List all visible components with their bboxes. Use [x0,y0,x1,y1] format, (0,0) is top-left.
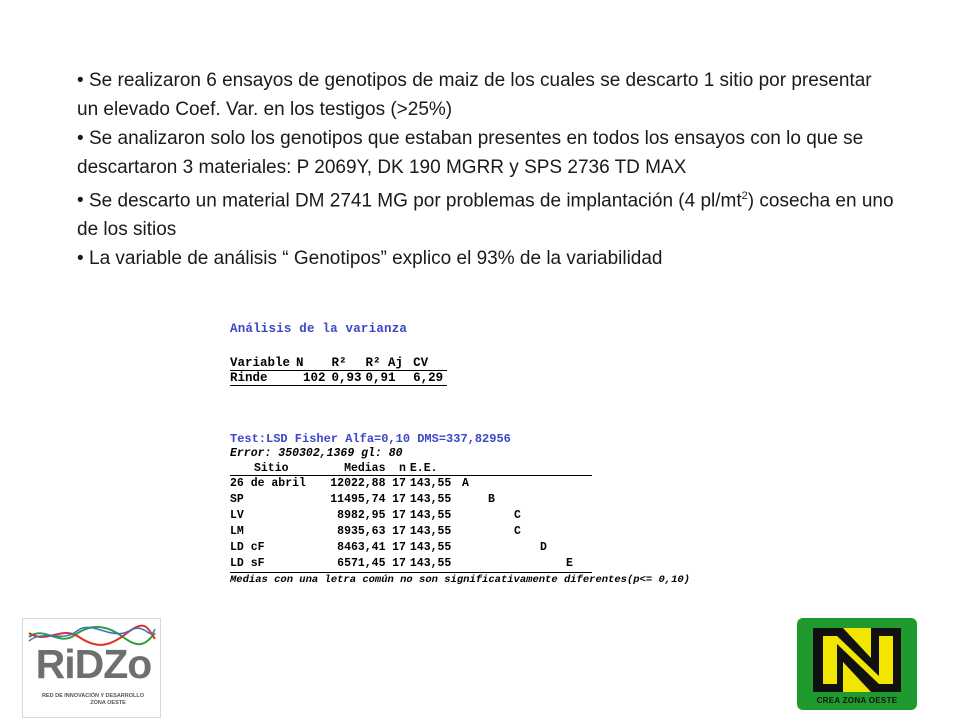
lsd-group [540,524,566,540]
lsd-n: 17 [392,493,406,506]
lsd-group: C [514,509,521,522]
anova-header: N [296,356,332,371]
lsd-group [566,492,592,508]
ridzo-subtitle: RED DE INNOVACIÓN Y DESARROLLO [41,693,145,699]
lsd-n: 17 [389,556,409,573]
superscript: 2 [741,190,748,202]
lsd-se: 143,55 [410,556,462,573]
anova-title: Análisis de la varianza [230,322,408,336]
anova-header-row [230,356,447,371]
lsd-group [566,524,592,540]
lsd-group [540,492,566,508]
anova-cell: 102 [296,371,332,386]
lsd-se: 143,55 [409,509,452,522]
lsd-row [230,524,592,540]
lsd-site: LD sF [230,556,322,573]
lsd-n: 17 [392,477,406,490]
lsd-test-block [230,432,790,586]
lsd-site: 26 de abril [230,477,306,490]
lsd-group [566,476,592,493]
lsd-group [462,524,488,540]
bullet-text: Se realizaron 6 ensayos de genotipos de maiz de los cuales se descarto 1 sitio por presentar un elevado Coef. Var. en los testigos (>25%) [77,70,872,120]
lsd-group [488,540,514,556]
ridzo-wordmark: RiDZo [35,641,152,687]
lsd-site: LM [230,525,244,538]
lsd-group [462,540,488,556]
lsd-group [462,508,488,524]
lsd-test-line: Test:LSD Fisher Alfa=0,10 DMS=337,82956 [230,432,511,446]
lsd-header: E.E. [410,462,462,476]
statistics-output [230,322,790,586]
lsd-site: LD cF [230,541,265,554]
group-col-header [462,462,488,476]
lsd-se: 143,55 [409,541,452,554]
lsd-mean: 8982,95 [337,509,386,522]
lsd-group [462,492,488,508]
lsd-header-row [230,462,592,476]
lsd-mean: 12022,88 [330,477,386,490]
crea-logo [797,618,917,710]
lsd-group [566,540,592,556]
group-col-header [514,462,540,476]
anova-header: R² Aj [366,356,414,371]
lsd-se: 143,55 [409,525,452,538]
lsd-row [230,508,592,524]
bullet-text: Se analizaron solo los genotipos que estaban presentes en todos los ensayos con lo que se descartaron 3 materiales: P 2069Y, DK 190 MGRR y SPS 2736 TD MAX [77,128,864,178]
lsd-group [540,556,566,573]
lsd-mean: 8463,41 [337,541,386,554]
anova-cell: 0,91 [366,371,414,386]
lsd-group [488,556,514,573]
anova-cell: 6,29 [413,371,447,386]
lsd-row [230,540,592,556]
bullet-list [77,66,897,273]
bullet-dot: • [77,70,84,91]
lsd-site: SP [230,493,244,506]
anova-header: R² [332,356,366,371]
lsd-group: D [540,541,547,554]
lsd-group: C [514,525,521,538]
bullet-item-3 [77,182,897,244]
lsd-group [488,508,514,524]
lsd-mean: 11495,74 [330,493,386,506]
lsd-group [514,540,540,556]
bullet-text: Se descarto un material DM 2741 MG por problemas de implantación (4 pl/mt [89,190,742,212]
lsd-mean: 6571,45 [322,556,390,573]
anova-table [230,356,447,386]
lsd-footnote: Medias con una letra común no son significativamente diferentes(p<= 0,10) [230,574,690,586]
group-col-header [566,462,592,476]
lsd-group: A [462,477,469,490]
bullet-text: La variable de análisis “ Genotipos” explico el 93% de la variabilidad [89,248,663,270]
crea-wordmark: CREA ZONA OESTE [816,696,898,705]
lsd-row [230,476,592,493]
anova-row [230,371,447,386]
lsd-row [230,556,592,573]
lsd-header: Medias [322,462,390,476]
ridzo-subtitle-2: ZONA OESTE [90,700,126,706]
lsd-group [566,508,592,524]
lsd-group [488,476,514,493]
ridzo-logo [22,618,161,718]
bullet-item-2 [77,124,897,182]
lsd-header: n [389,462,409,476]
lsd-site: LV [230,509,244,522]
group-col-header [488,462,514,476]
lsd-group: B [488,493,495,506]
lsd-table [230,462,592,573]
lsd-group [514,492,540,508]
lsd-error-line: Error: 350302,1369 gl: 80 [230,447,403,460]
lsd-row [230,492,592,508]
crea-emblem-graphic [797,618,917,698]
bullet-item-1 [77,66,897,124]
lsd-se: 143,55 [409,477,452,490]
lsd-group [514,556,540,573]
lsd-group: E [566,556,592,573]
lsd-se: 143,55 [409,493,452,506]
bullet-dot: • [77,128,84,149]
bullet-text-cont: ) cosecha en uno de los sitios [77,190,894,241]
anova-header: Variable [230,356,296,371]
lsd-group [514,476,540,493]
lsd-group [488,524,514,540]
anova-header: CV [413,356,447,371]
lsd-n: 17 [392,541,406,554]
lsd-header: Sitio [230,462,322,476]
lsd-n: 17 [392,509,406,522]
lsd-mean: 8935,63 [337,525,386,538]
lsd-n: 17 [392,525,406,538]
lsd-group [462,556,488,573]
bullet-item-4 [77,244,897,273]
lsd-group [540,508,566,524]
anova-cell: Rinde [230,371,296,386]
group-col-header [540,462,566,476]
bullet-dot: • [77,190,84,212]
bullet-dot: • [77,248,84,270]
anova-cell: 0,93 [332,371,366,386]
lsd-group [540,476,566,493]
